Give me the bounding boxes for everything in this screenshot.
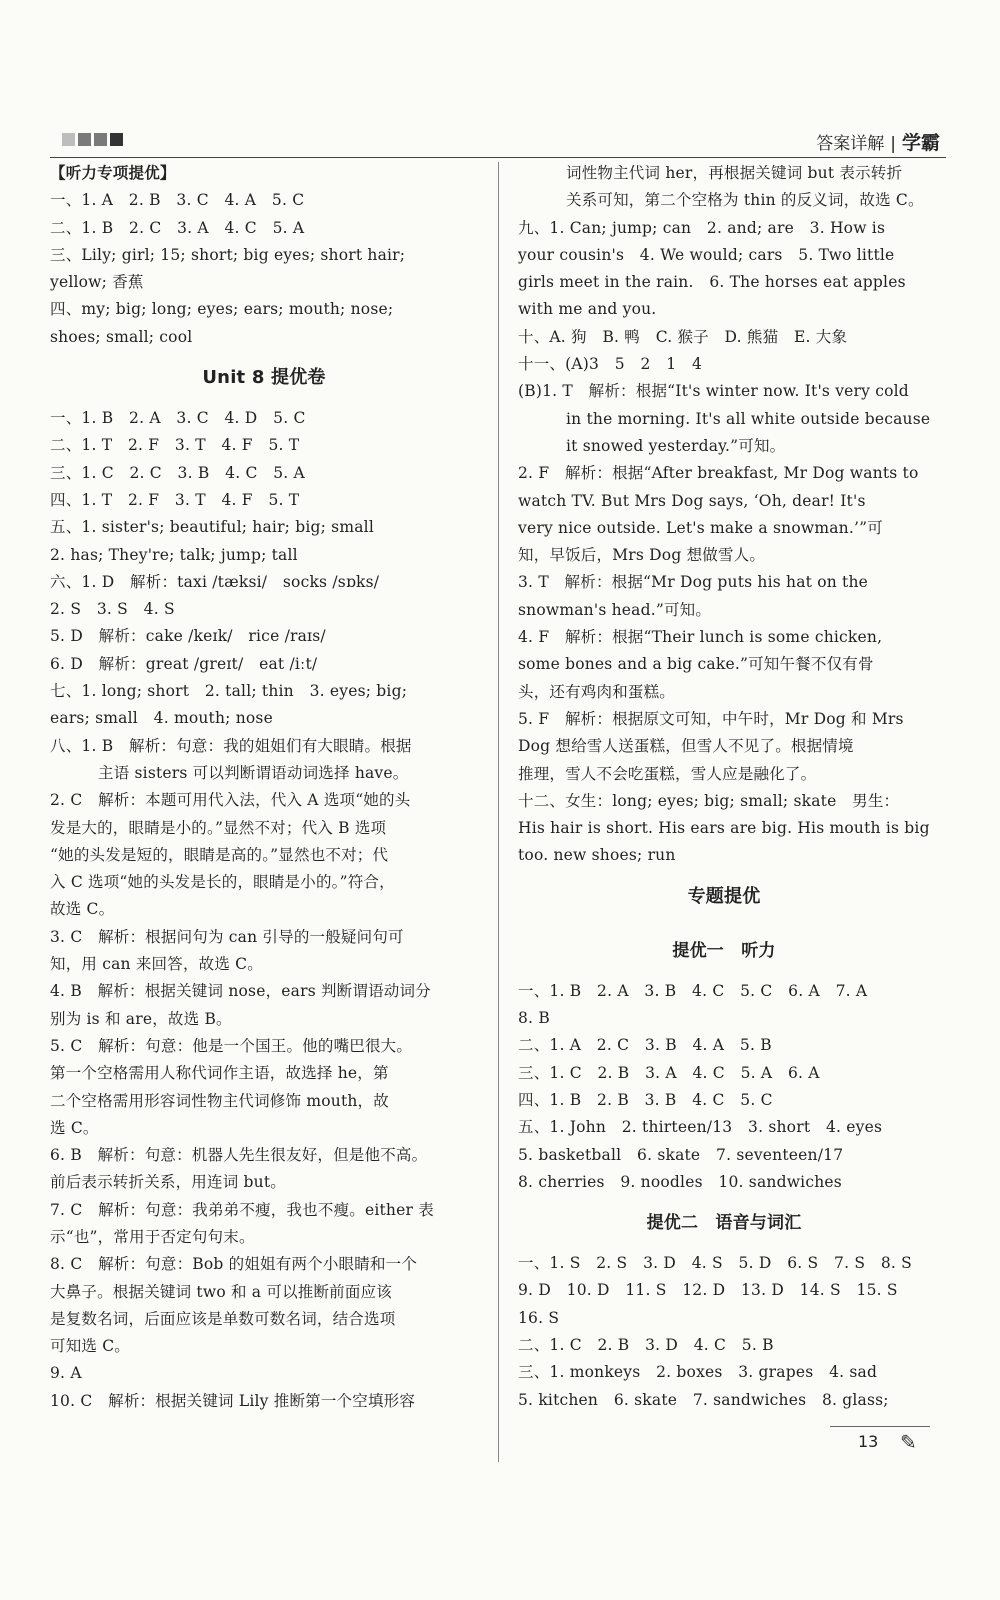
answer-line: 主语 sisters 可以判断谓语动词选择 have。: [98, 763, 409, 782]
answer-line: 5. D 解析：cake /keɪk/ rice /raɪs/: [50, 627, 326, 646]
answer-line: 七、1. long; short 2. tall; thin 3. eyes; big;: [50, 682, 408, 701]
answer-line: 4. B 解析：根据关键词 nose，ears 判断谓语动词分: [50, 982, 431, 1001]
answer-line: 2. C 解析：本题可用代入法，代入 A 选项“她的头: [50, 791, 411, 810]
answer-line: 9. A: [50, 1364, 82, 1383]
answer-line: 前后表示转折关系，用连词 but。: [50, 1173, 286, 1192]
answer-line: 关系可知，第二个空格为 thin 的反义词，故选 C。: [566, 191, 924, 210]
answer-line: 5. F 解析：根据原文可知，中午时，Mr Dog 和 Mrs: [518, 709, 904, 728]
answer-line: 三、1. C 2. C 3. B 4. C 5. A: [50, 463, 305, 482]
answer-line: 9. D 10. D 11. S 12. D 13. D 14. S 15. S: [518, 1281, 898, 1300]
answer-line: 八、1. B 解析：句意：我的姐姐们有大眼睛。根据: [50, 736, 412, 755]
answer-line: 大鼻子。根据关键词 two 和 a 可以推断前面应该: [50, 1282, 392, 1301]
answer-line: 8. B: [518, 1009, 550, 1028]
answer-line: some bones and a big cake.”可知午餐不仅有骨: [518, 655, 874, 674]
answer-line: 三、1. monkeys 2. boxes 3. grapes 4. sad: [518, 1363, 878, 1382]
section-heading: 提优一 听力: [672, 940, 776, 961]
page-number: 13: [858, 1432, 879, 1451]
answer-line: 五、1. John 2. thirteen/13 3. short 4. eyes: [518, 1118, 883, 1137]
answer-line: too. new shoes; run: [518, 846, 676, 865]
answer-line: 十一、(A)3 5 2 1 4: [518, 355, 703, 374]
answer-line: 2. S 3. S 4. S: [50, 600, 175, 619]
answer-line: 发是大的，眼睛是小的。”显然不对；代入 B 选项: [50, 818, 387, 837]
answer-line: 2. has; They're; talk; jump; tall: [50, 545, 298, 564]
answer-line: 四、1. T 2. F 3. T 4. F 5. T: [50, 490, 300, 509]
answer-line: 三、Lily; girl; 15; short; big eyes; short hair;: [50, 245, 406, 264]
answer-line: 3. T 解析：根据“Mr Dog puts his hat on the: [518, 573, 869, 592]
section-heading: 专题提优: [687, 885, 761, 907]
answer-line: 二、1. B 2. C 3. A 4. C 5. A: [50, 218, 305, 237]
answer-line: 一、1. S 2. S 3. D 4. S 5. D 6. S 7. S 8. S: [518, 1254, 912, 1273]
answer-line: “她的头发是短的，眼睛是高的。”显然也不对；代: [50, 845, 389, 864]
answer-line: 10. C 解析：根据关键词 Lily 推断第一个空填形容: [50, 1391, 416, 1410]
answer-line: 5. kitchen 6. skate 7. sandwiches 8. glass;: [518, 1390, 889, 1409]
answer-line: 词性物主代词 her，再根据关键词 but 表示转折: [566, 164, 903, 182]
answer-line: ears; small 4. mouth; nose: [50, 709, 273, 728]
answer-line: His hair is short. His ears are big. His mouth is big: [518, 819, 930, 838]
answer-line: 四、my; big; long; eyes; ears; mouth; nose;: [50, 300, 394, 319]
answer-line: very nice outside. Let's make a snowman.’”可: [518, 518, 883, 537]
answer-line: 一、1. B 2. A 3. C 4. D 5. C: [50, 409, 306, 428]
answer-line: 第一个空格需用人称代词作主语，故选择 he，第: [50, 1064, 389, 1083]
answer-line: 示“也”，常用于否定句句末。: [50, 1227, 255, 1246]
page-header: [50, 128, 950, 154]
answer-line: 可知选 C。: [50, 1337, 130, 1356]
answer-line: 3. C 解析：根据问句为 can 引导的一般疑问句可: [50, 927, 404, 946]
pencil-icon: ✎: [900, 1430, 917, 1454]
answer-line: 4. F 解析：根据“Their lunch is some chicken,: [518, 628, 883, 647]
answer-line: 推理，雪人不会吃蛋糕，雪人应是融化了。: [518, 764, 817, 783]
answer-line: 别为 is 和 are，故选 B。: [50, 1009, 232, 1028]
answer-line: 16. S: [518, 1308, 560, 1327]
answer-line: 8. cherries 9. noodles 10. sandwiches: [518, 1172, 842, 1191]
answer-line: 一、1. A 2. B 3. C 4. A 5. C: [50, 191, 305, 210]
left-column: [50, 160, 478, 1415]
answer-line: (B)1. T 解析：根据“It's winter now. It's very cold: [518, 382, 909, 401]
answer-line: 二个空格需用形容词性物主代词修饰 mouth，故: [50, 1091, 389, 1110]
answer-line: 四、1. B 2. B 3. B 4. C 5. C: [518, 1090, 773, 1109]
header-rule: [50, 157, 946, 158]
answer-line: it snowed yesterday.”可知。: [566, 436, 786, 455]
column-divider: [498, 162, 499, 1462]
answer-line: 8. C 解析：句意：Bob 的姐姐有两个小眼睛和一个: [50, 1255, 418, 1274]
header-brand-name: 学霸: [901, 132, 940, 154]
answer-line: 知，早饭后，Mrs Dog 想做雪人。: [518, 546, 766, 565]
answer-line: 二、1. C 2. B 3. D 4. C 5. B: [518, 1335, 774, 1354]
answer-line: 二、1. A 2. C 3. B 4. A 5. B: [518, 1036, 772, 1055]
answer-line: 5. C 解析：句意：他是一个国王。他的嘴巴很大。: [50, 1036, 413, 1055]
answer-line: in the morning. It's all white outside because: [566, 409, 930, 428]
answer-line: Dog 想给雪人送蛋糕，但雪人不见了。根据情境: [518, 737, 854, 756]
answer-line: your cousin's 4. We would; cars 5. Two little: [518, 245, 895, 264]
answer-line: 十二、女生：long; eyes; big; small; skate 男生：: [518, 791, 900, 810]
answer-line: watch TV. But Mrs Dog says, ‘Oh, dear! It's: [518, 491, 866, 510]
page-number-rule: [830, 1426, 930, 1427]
answer-line: with me and you.: [518, 300, 657, 319]
answer-line: 十、A. 狗 B. 鸭 C. 猴子 D. 熊猫 E. 大象: [518, 327, 848, 346]
answer-line: snowman's head.”可知。: [518, 600, 712, 619]
answer-line: 九、1. Can; jump; can 2. and; are 3. How is: [518, 218, 886, 237]
section-heading: Unit 8 提优卷: [202, 367, 326, 389]
answer-line: 入 C 选项“她的头发是长的，眼睛是小的。”符合，: [50, 873, 395, 892]
right-column: [518, 160, 930, 1414]
answer-line: girls meet in the rain. 6. The horses eat apples: [518, 273, 906, 292]
answer-line: 2. F 解析：根据“After breakfast, Mr Dog wants to: [518, 464, 919, 483]
header-section: 答案详解: [816, 134, 885, 154]
answer-line: shoes; small; cool: [50, 327, 193, 346]
answer-line: 故选 C。: [50, 900, 115, 919]
answer-line: yellow; 香蕉: [50, 273, 144, 292]
section-heading: 提优二 语音与词汇: [646, 1213, 802, 1234]
answer-line: 6. B 解析：句意：机器人先生很友好，但是他不高。: [50, 1146, 428, 1165]
answer-line: 知，用 can 来回答，故选 C。: [50, 955, 263, 974]
answer-line: 头，还有鸡肉和蛋糕。: [518, 682, 676, 701]
answer-line: 5. basketball 6. skate 7. seventeen/17: [518, 1145, 844, 1164]
header-squares-icon: [62, 133, 123, 146]
answer-line: 6. D 解析：great /greɪt/ eat /iːt/: [50, 654, 318, 673]
answer-line: 【听力专项提优】: [50, 164, 176, 182]
answer-line: 是复数名词，后面应该是单数可数名词，结合选项: [50, 1309, 396, 1328]
answer-line: 二、1. T 2. F 3. T 4. F 5. T: [50, 436, 300, 455]
answer-line: 六、1. D 解析：taxi /tæksi/ socks /sɒks/: [50, 572, 380, 591]
answer-line: 选 C。: [50, 1118, 99, 1137]
answer-line: 五、1. sister's; beautiful; hair; big; small: [50, 518, 374, 537]
answer-line: 一、1. B 2. A 3. B 4. C 5. C 6. A 7. A: [518, 981, 868, 1000]
answer-line: 三、1. C 2. B 3. A 4. C 5. A 6. A: [518, 1063, 820, 1082]
answer-line: 7. C 解析：句意：我弟弟不瘦，我也不瘦。either 表: [50, 1200, 434, 1219]
header-brand: 答案详解 | 学霸: [816, 132, 940, 154]
